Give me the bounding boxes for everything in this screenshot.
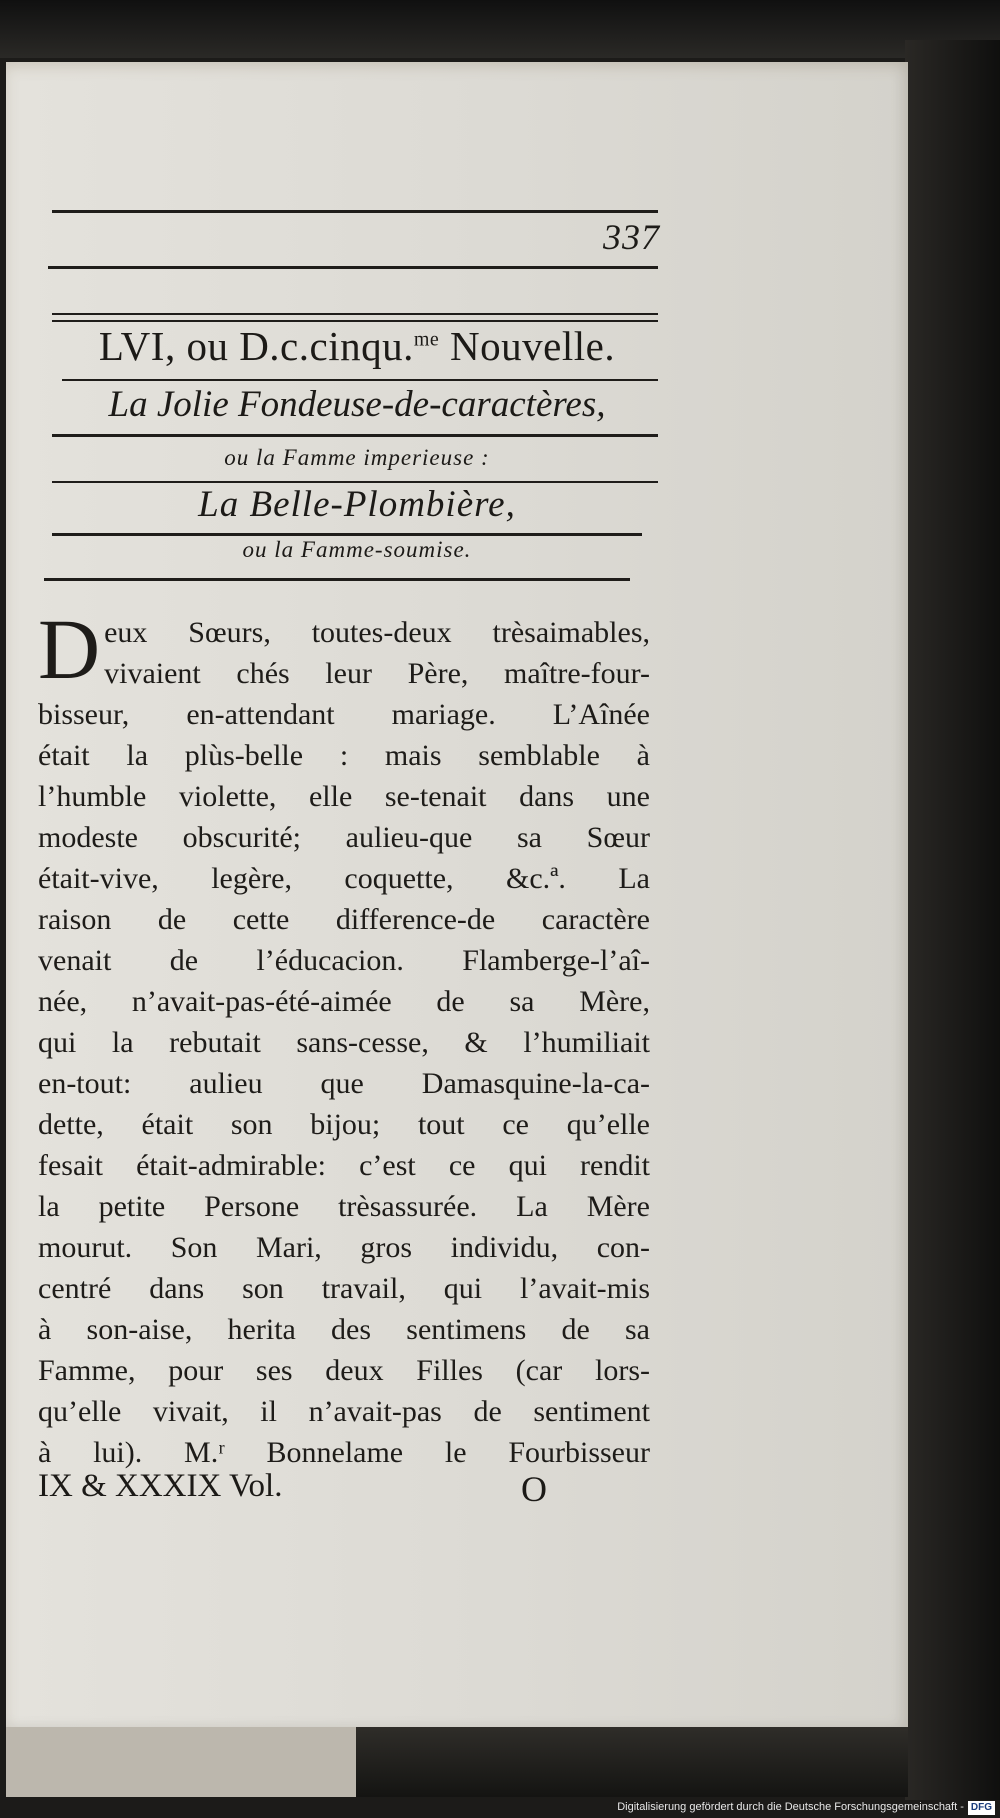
novel-number-heading: LVI, ou D.c.cinqu.$^{me}$ Nouvelle. xyxy=(98,323,616,369)
volume-signature: IX & XXXIX Vol. xyxy=(38,1468,283,1504)
text-line: à son-aise, herita des sentimens de sa xyxy=(38,1313,650,1346)
dfg-logo: DFG xyxy=(968,1801,995,1815)
text-line: était-vive, legère, coquette, &c.ª. La xyxy=(38,862,650,895)
subtitle-line-1: ou la Famme imperieuse : xyxy=(224,445,490,470)
text-line: à lui). M.ʳ Bonnelame le Fourbisseur xyxy=(38,1436,650,1469)
text-line: qui la rebutait sans-cesse, & l’humiliait xyxy=(38,1026,650,1059)
text-line: fesait était-admirable: c’est ce qui rendit xyxy=(38,1149,650,1182)
text-line: vivaient chés leur Père, maître-four- xyxy=(104,657,650,690)
title-line-1: La Jolie Fondeuse-de-caractères, xyxy=(108,384,606,425)
title-rule-4 xyxy=(52,434,658,437)
page-footer xyxy=(38,1468,558,1509)
text-line: venait de l’éducacion. Flamberge-l’aî- xyxy=(38,944,650,977)
digitization-credit xyxy=(600,1797,995,1817)
scan-background-top xyxy=(0,0,1000,58)
text-line: modeste obscurité; aulieu-que sa Sœur xyxy=(38,821,650,854)
text-line: en-tout: aulieu que Damasquine-la-ca- xyxy=(38,1067,650,1100)
text-line: centré dans son travail, qui l’avait-mis xyxy=(38,1272,650,1305)
text-line: qu’elle vivait, il n’avait-pas de sentiment xyxy=(38,1395,650,1428)
text-line: l’humble violette, elle se-tenait dans une xyxy=(38,780,650,813)
text-line: était la plùs-belle : mais semblable à xyxy=(38,739,650,772)
text-line: la petite Persone trèsassurée. La Mère xyxy=(38,1190,650,1223)
header-rule-top xyxy=(52,210,658,213)
title-rule-7 xyxy=(44,578,630,581)
page-number: 337 xyxy=(603,217,660,257)
credit-text: Digitalisierung gefördert durch die Deutsche Forschungsgemeinschaft - xyxy=(617,1801,964,1813)
text-line: bisseur, en-attendant mariage. L’Aînée xyxy=(38,698,650,731)
header-rule-below-number xyxy=(48,266,658,269)
title-rule-6 xyxy=(52,533,642,536)
scan-background-bottom xyxy=(356,1727,908,1797)
text-line: raison de cette difference-de caractère xyxy=(38,903,650,936)
title-rule-3 xyxy=(62,379,658,381)
text-line: Famme, pour ses deux Filles (car lors- xyxy=(38,1354,650,1387)
text-line: dette, était son bijou; tout ce qu’elle xyxy=(38,1108,650,1141)
body-text xyxy=(38,601,650,1473)
title-rule-1 xyxy=(52,313,658,315)
gathering-signature: O xyxy=(521,1469,547,1509)
text-line: née, n’avait-pas-été-aimée de sa Mère, xyxy=(38,985,650,1018)
scan-background-right xyxy=(905,40,1000,1800)
text-line: mourut. Son Mari, gros individu, con- xyxy=(38,1231,650,1264)
page-edge-bottom xyxy=(6,1727,356,1797)
subtitle-line-2: ou la Famme-soumise. xyxy=(242,537,472,562)
text-line: eux Sœurs, toutes-deux trèsaimables, xyxy=(104,616,650,649)
title-line-2: La Belle-Plombière, xyxy=(198,484,516,525)
drop-cap: D xyxy=(38,601,101,697)
